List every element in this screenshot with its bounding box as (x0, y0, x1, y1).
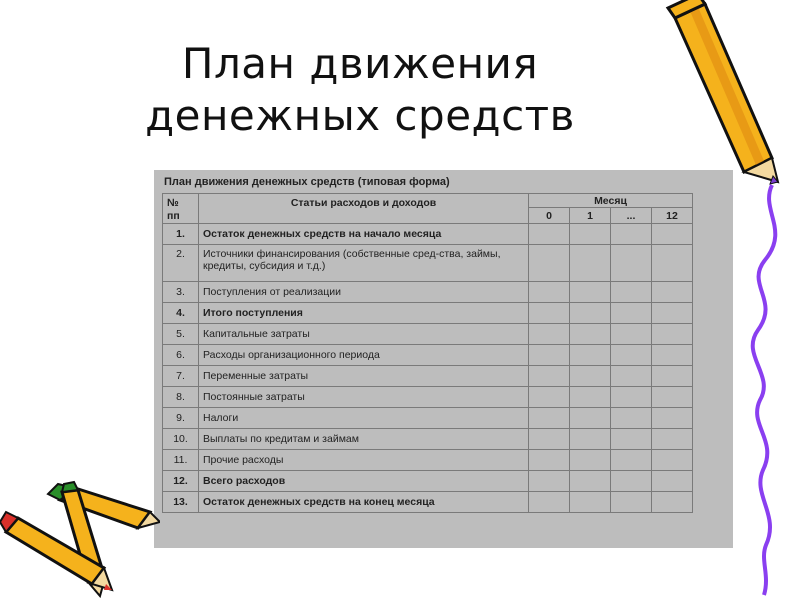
row-number: 5. (163, 324, 199, 345)
table-row (163, 224, 693, 245)
month-cell (611, 450, 652, 471)
pencils-decoration (0, 480, 160, 600)
month-cell (570, 492, 611, 513)
header-items: Статьи расходов и доходов (199, 194, 529, 224)
month-cell (570, 366, 611, 387)
month-cell (529, 387, 570, 408)
month-cell (570, 450, 611, 471)
pencil-ribbon-decoration (660, 0, 800, 600)
row-number: 2. (163, 245, 199, 282)
table-row (163, 429, 693, 450)
header-period: ... (611, 208, 652, 224)
row-item: Расходы организационного периода (199, 345, 529, 366)
table-row (163, 324, 693, 345)
table-row (163, 282, 693, 303)
row-item: Переменные затраты (199, 366, 529, 387)
row-item: Капитальные затраты (199, 324, 529, 345)
cash-flow-table (162, 193, 693, 513)
month-cell (529, 303, 570, 324)
month-cell (611, 303, 652, 324)
month-cell (611, 429, 652, 450)
table-row (163, 492, 693, 513)
month-cell (529, 471, 570, 492)
table-row (163, 450, 693, 471)
row-number: 1. (163, 224, 199, 245)
row-item: Всего расходов (199, 471, 529, 492)
slide-title (100, 38, 620, 142)
row-number: 8. (163, 387, 199, 408)
header-month: Месяц (529, 194, 693, 208)
month-cell (529, 324, 570, 345)
row-item: Выплаты по кредитам и займам (199, 429, 529, 450)
row-item: Остаток денежных средств на начало месяца (199, 224, 529, 245)
month-cell (611, 492, 652, 513)
cash-flow-form-image (154, 170, 733, 548)
month-cell (611, 366, 652, 387)
ribbon-line (753, 185, 776, 595)
header-num (163, 194, 199, 224)
month-cell (570, 387, 611, 408)
month-cell (529, 492, 570, 513)
header-period: 0 (529, 208, 570, 224)
month-cell (611, 387, 652, 408)
slide-title-line1: План движения (181, 39, 539, 88)
month-cell (529, 429, 570, 450)
header-num-line2: пп (167, 210, 180, 222)
month-cell (529, 345, 570, 366)
month-cell (611, 324, 652, 345)
header-num-line1: № (167, 197, 179, 209)
month-cell (570, 245, 611, 282)
row-number: 11. (163, 450, 199, 471)
month-cell (529, 366, 570, 387)
month-cell (570, 324, 611, 345)
month-cell (570, 471, 611, 492)
month-cell (611, 245, 652, 282)
month-cell (570, 429, 611, 450)
row-number: 13. (163, 492, 199, 513)
slide-title-line2: денежных средств (145, 91, 575, 140)
row-item: Поступления от реализации (199, 282, 529, 303)
row-number: 10. (163, 429, 199, 450)
row-number: 12. (163, 471, 199, 492)
table-row (163, 387, 693, 408)
table-row (163, 345, 693, 366)
table-row (163, 366, 693, 387)
row-number: 9. (163, 408, 199, 429)
month-cell (570, 282, 611, 303)
month-cell (529, 282, 570, 303)
row-item: Итого поступления (199, 303, 529, 324)
month-cell (611, 224, 652, 245)
month-cell (529, 450, 570, 471)
row-item: Постоянные затраты (199, 387, 529, 408)
row-item: Источники финансирования (собственные сред-ства, займы, кредиты, субсидия и т.д.) (199, 245, 529, 282)
row-number: 3. (163, 282, 199, 303)
row-number: 6. (163, 345, 199, 366)
table-body (163, 224, 693, 513)
row-number: 4. (163, 303, 199, 324)
month-cell (611, 345, 652, 366)
month-cell (529, 408, 570, 429)
pencil-icon (668, 0, 778, 184)
month-cell (529, 224, 570, 245)
month-cell (570, 408, 611, 429)
month-cell (611, 408, 652, 429)
row-item: Остаток денежных средств на конец месяца (199, 492, 529, 513)
table-caption: План движения денежных средств (типовая форма) (164, 176, 450, 188)
row-item: Налоги (199, 408, 529, 429)
header-period: 1 (570, 208, 611, 224)
month-cell (570, 224, 611, 245)
month-cell (570, 345, 611, 366)
table-row (163, 303, 693, 324)
table-row (163, 245, 693, 282)
month-cell (611, 471, 652, 492)
row-item: Прочие расходы (199, 450, 529, 471)
month-cell (570, 303, 611, 324)
header-period: 12 (652, 208, 693, 224)
table-row (163, 408, 693, 429)
row-number: 7. (163, 366, 199, 387)
table-row (163, 471, 693, 492)
month-cell (611, 282, 652, 303)
month-cell (529, 245, 570, 282)
